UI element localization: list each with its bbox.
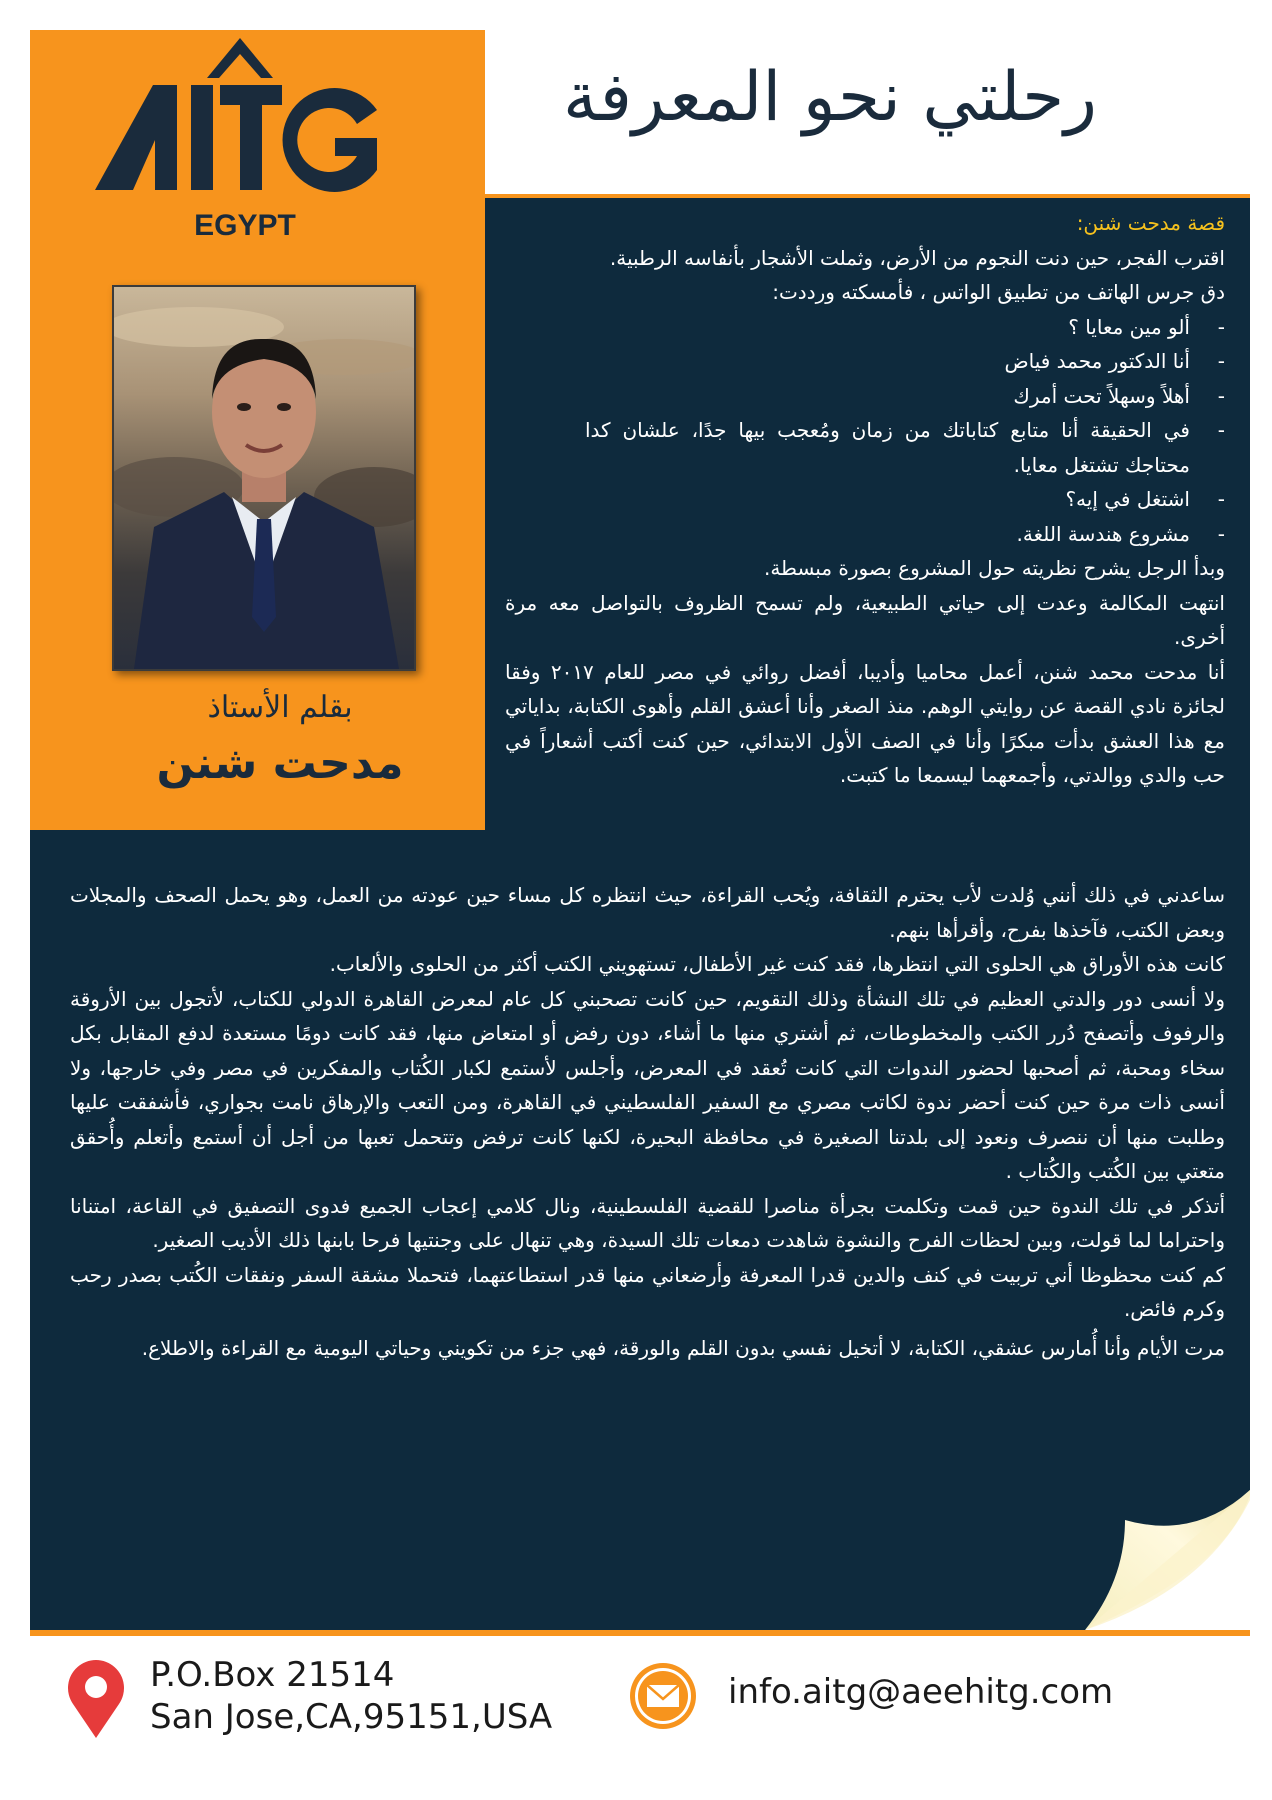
logo-subtitle: EGYPT bbox=[194, 209, 296, 242]
divider-bottom bbox=[30, 1630, 1250, 1636]
story-paragraph: كم كنت محظوظا أني تربيت في كنف والدين قدرا المعرفة وأرضعاني منها قدر استطاعتهما، فتحملا مشقة السفر ونفقات الكُتب بصدر رحب وكرم فائض. bbox=[70, 1262, 1225, 1321]
story-paragraph: وبدأ الرجل يشرح نظريته حول المشروع بصورة مبسطة. bbox=[763, 556, 1225, 580]
address-line-1: P.O.Box 21514 bbox=[150, 1655, 395, 1695]
aitg-logo bbox=[95, 30, 395, 260]
dialogue-line: - اشتغل في إيه؟ bbox=[585, 482, 1190, 517]
dialogue-line: - أنا الدكتور محمد فياض bbox=[585, 344, 1190, 379]
page-title: رحلتي نحو المعرفة bbox=[563, 58, 1097, 137]
dialogue-line: - ألو مين معايا ؟ bbox=[585, 310, 1190, 345]
address-line-2: San Jose,CA,95151,USA bbox=[150, 1697, 553, 1737]
envelope-icon bbox=[628, 1661, 698, 1731]
author-photo bbox=[112, 285, 416, 671]
dialogue-list bbox=[505, 310, 1225, 552]
story-paragraph: انتهت المكالمة وعدت إلى حياتي الطبيعية، ولم تسمح الظروف بالتواصل معه مرة أخرى. bbox=[505, 590, 1225, 649]
author-name: مدحت شنن bbox=[156, 738, 404, 789]
story-text-lower bbox=[70, 878, 1225, 1365]
story-text-upper bbox=[505, 206, 1225, 793]
story-paragraph: أتذكر في تلك الندوة حين قمت وتكلمت بجرأة مناصرا للقضية الفلسطينية، ونال كلامي إعجاب الجميع فدوى التصفيق في القاعة، امتنانا واحتراما لما قولت، وبين لحظات الفرح والنشوة شاهدت دمعات تلك السيدة، وهي تنهال على وجنتيها فرحا بابنها ذلك الأديب الصغير. bbox=[70, 1193, 1225, 1252]
story-paragraph: اقترب الفجر، حين دنت النجوم من الأرض، وثملت الأشجار بأنفاسه الرطبية. bbox=[609, 245, 1225, 270]
author-pretitle: بقلم الأستاذ bbox=[207, 690, 353, 725]
story-paragraph: ولا أنسى دور والدتي العظيم في تلك النشأة وذلك التقويم، حين كانت تصحبني كل عام لمعرض القاهرة الدولي للكتاب، لأتجول بين الأروقة والرفوف وأتصفح دُرر الكتب والمخطوطات، ثم أشتري منها ما أشاء، دون رفض أو امتعاض منها، فقد كانت دومًا مستعدة لدفع المقابل بكل سخاء ومحبة، ثم أصحبها لحضور الندوات التي كانت تُعقد في المعرض، وأجلس لأستمع لكبار الكُتاب والمفكرين في مصر وفي خارجها، ولا أنسى ذات مرة حين كنت أحضر ندوة لكاتب مصري مع السفير الفلسطيني في القاهرة، ومن التعب والإرهاق نامت بجواري، فأشفقت عليها وطلبت منها أن ننصرف ونعود إلى بلدتنا الصغيرة في محافظة البحيرة، لكنها كانت ترفض وتتحمل تعبها من أجل أن أستمع وأتعلم وأُحقق متعتي بين الكُتب والكُتاب . bbox=[70, 986, 1225, 1183]
story-label: قصة مدحت شنن: bbox=[1076, 211, 1225, 235]
location-pin-icon bbox=[65, 1660, 127, 1740]
dialogue-line: - مشروع هندسة اللغة. bbox=[585, 517, 1190, 552]
dialogue-line: - أهلاً وسهلاً تحت أمرك bbox=[585, 379, 1190, 414]
story-paragraph: مرت الأيام وأنا أُمارس عشقي، الكتابة، لا أتخيل نفسي بدون القلم والورقة، فهي جزء من تكويني وحياتي اليومية مع القراءة والاطلاع. bbox=[141, 1335, 1225, 1360]
dialogue-line: - في الحقيقة أنا متابع كتاباتك من زمان ومُعجب بيها جدًا، علشان كدا محتاجك تشتغل معايا. bbox=[585, 413, 1190, 482]
story-paragraph: أنا مدحت محمد شنن، أعمل محاميا وأديبا، أفضل روائي في مصر للعام ٢٠١٧ وفقا لجائزة نادي القصة عن روايتي الوهم. منذ الصغر وأنا أعشق القلم وأهوى الكتابة، بداياتي مع هذا العشق بدأت مبكرًا وأنا في الصف الأول الابتدائي، حين كنت أكتب أشعاراً في حب والدي ووالدتي، وأجمعهما ليسمعا ما كتبت. bbox=[505, 659, 1225, 787]
story-paragraph: دق جرس الهاتف من تطبيق الواتس ، فأمسكته ورددت: bbox=[772, 280, 1225, 304]
page-curl bbox=[1085, 1460, 1250, 1630]
story-paragraph: ساعدني في ذلك أنني وُلدت لأب يحترم الثقافة، ويُحب القراءة، حيث انتظره كل مساء حين عودته من العمل، وهو يحمل الصحف والمجلات وبعض الكتب، فآخذها بفرح، وأقرأها بنهم. bbox=[70, 883, 1225, 942]
story-paragraph: كانت هذه الأوراق هي الحلوى التي انتظرها، فقد كنت غير الأطفال، تستهويني الكتب أكثر من الحلوى والألعاب. bbox=[329, 952, 1225, 976]
contact-email[interactable]: info.aitg@aeehitg.com bbox=[728, 1672, 1114, 1712]
